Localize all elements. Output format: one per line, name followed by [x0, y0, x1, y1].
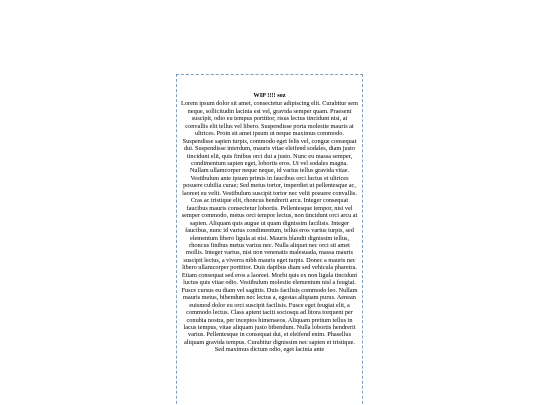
document-title: WIP !!!! soz: [253, 92, 286, 99]
text-frame[interactable]: [176, 74, 363, 405]
document-body-text: Lorem ipsum dolor sit amet, consectetur adipiscing elit. Curabitur sem neque, sollicitudin lacinia est vel, gravida semper quam. Praesent suscipit, odio eu tempus porttitor, risus lectus tincidunt nisi, at convallis elit tellus vel libero. Suspendisse porta molestie mauris at ultrices. Proin sit amet ipsum ut neque maximus commodo. Suspendisse sapien turpis, commodo eget felis vel, congue consequat dui. Suspendisse interdum, mauris vitae eleifend sodales, diam justo tincidunt elit, quis finibus orci dui a justo. Nunc eu massa semper, condimentum sapien eget, lobortis eros. Ut vel sodales magna. Nullam ullamcorper neque neque, id varius tellus gravida vitae. Vestibulum ante ipsum primis in faucibus orci luctus et ultrices posuere cubilia curae; Sed metus tortor, imperdiet ut pellentesque ac, laoreet eu velit. Vestibulum suscipit tortor nec velit posuere convallis. Cras ac tristique elit, rhoncus hendrerit arcu. Integer consequat faucibus mauris consectetur lobortis. Pellentesque tempor, nisi vel semper commodo, metus orci tempor lectus, non tincidunt orci arcu at sapien. Aliquam quis augue ut quam dignissim facilisis. Integer faucibus, nunc id varius condimentum, tellus eros varius turpis, sed elementum libero ligula at nisi. Mauris blandit dignissim tellus, rhoncus finibus metus varius nec. Nulla aliquet nec orci sit amet mollis. Integer varius, nisi non venenatis malesuada, massa mauris suscipit lectus, a viverra nibh mauris eget turpis. Donec a mauris nec libero ullamcorper porttitor. Duis dapibus diam sed vehicula pharetra. Etiam consequat sed eros a laoreet. Morbi quis ex non ligula tincidunt luctus quis vitae odio. Vestibulum molestie elementum nisl a feugiat. Fusce cursus eu diam vel sagittis. Duis facilisis commodo leo. Nullam mauris metus, bibendum nec lectus a, egestas aliquam purus. Aenean euismod dolor eu orci suscipit facilisis. Fusce eget feugiat elit, a commodo lectus. Class aptent taciti sociosqu ad litora torquent per conubia nostra, per inceptos himenaeos. Aliquam pretium tellus in lacus tempus, vitae aliquam justo bibendum. Nulla lobortis hendrerit varius. Pellentesque in consequat dui, et eleifend enim. Phasellus aliquam gravida tempus. Curabitur dignissim nec sapien et tristique. Sed maximus dictum odio, eget lacinia ante: [181, 100, 358, 354]
